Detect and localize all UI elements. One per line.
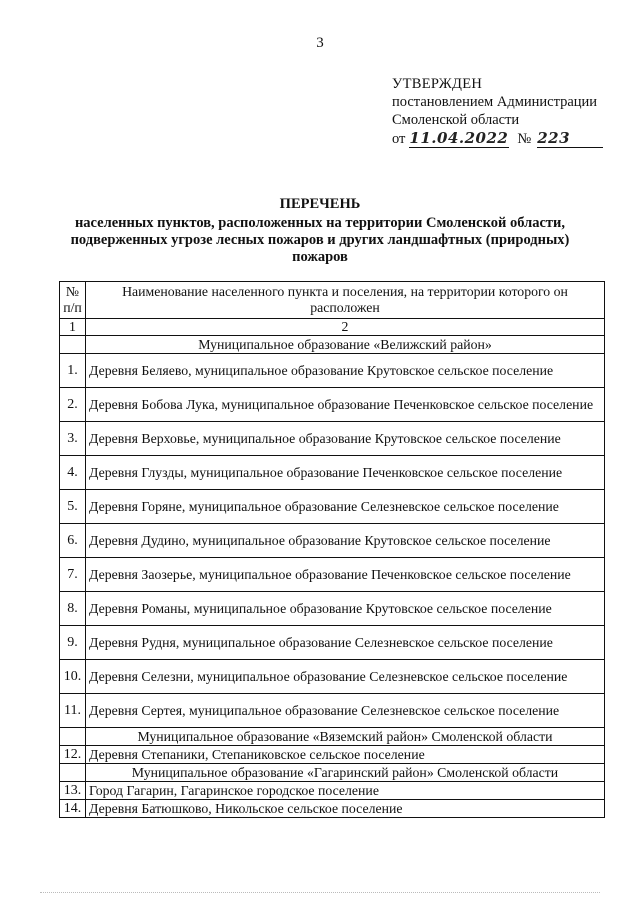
row-number: 1. [60,354,86,388]
approval-stamp [392,75,603,148]
approval-heading: УТВЕРЖДЕН [392,76,483,92]
header-num: № п/п [60,282,86,319]
region-row [60,728,605,746]
table-row [60,558,605,592]
column-number-1: 1 [60,319,86,336]
title-main: ПЕРЕЧЕНЬ [279,196,361,212]
settlement-name: Деревня Степаники, Степаниковское сельское поселение [86,746,605,764]
settlement-name: Деревня Заозерье, муниципальное образование Печенковское сельское поселение [86,558,605,592]
settlement-name: Деревня Беляево, муниципальное образование Крутовское сельское поселение [86,354,605,388]
header-name: Наименование населенного пункта и поселения, на территории которого он расположен [86,282,605,319]
settlement-name: Деревня Бобова Лука, муниципальное образование Печенковское сельское поселение [86,388,605,422]
title-line-3: пожаров [292,249,348,265]
table-row [60,782,605,800]
approval-date-number [392,129,603,148]
table-row [60,456,605,490]
row-number: 3. [60,422,86,456]
document-title [50,196,590,266]
settlement-name: Деревня Рудня, муниципальное образование Селезневское сельское поселение [86,626,605,660]
settlement-name: Деревня Верховье, муниципальное образование Крутовское сельское поселение [86,422,605,456]
row-number: 4. [60,456,86,490]
row-number: 9. [60,626,86,660]
table-row [60,800,605,818]
table-row [60,592,605,626]
scan-artifact-line [40,892,600,894]
settlement-name: Деревня Селезни, муниципальное образование Селезневское сельское поселение [86,660,605,694]
settlement-name: Деревня Сертея, муниципальное образование Селезневское сельское поселение [86,694,605,728]
table-row [60,490,605,524]
settlement-name: Деревня Горяне, муниципальное образование Селезневское сельское поселение [86,490,605,524]
title-line-2: подверженных угрозе лесных пожаров и других ландшафтных (природных) [70,232,570,248]
settlement-name: Деревня Дудино, муниципальное образование Крутовское сельское поселение [86,524,605,558]
row-number: 10. [60,660,86,694]
settlement-name: Город Гагарин, Гагаринское городское поселение [86,782,605,800]
table-row [60,626,605,660]
table-header-row [60,282,605,319]
row-number: 12. [60,746,86,764]
handwritten-number: 223 [537,129,603,148]
region-row [60,336,605,354]
row-number: 13. [60,782,86,800]
title-line-1: населенных пунктов, расположенных на территории Смоленской области, [74,215,566,231]
row-number: 7. [60,558,86,592]
table-row [60,660,605,694]
table-row [60,746,605,764]
settlement-name: Деревня Батюшково, Никольское сельское поселение [86,800,605,818]
region-name: Муниципальное образование «Вяземский район» Смоленской области [86,728,605,746]
row-number: 11. [60,694,86,728]
page-number: 3 [316,35,324,51]
column-numbers-row [60,319,605,336]
region-name: Муниципальное образование «Велижский район» [86,336,605,354]
region-num-cell [60,336,86,354]
table-row [60,422,605,456]
handwritten-date: 11.04.2022 [409,129,509,147]
settlement-name: Деревня Глузды, муниципальное образование Печенковское сельское поселение [86,456,605,490]
from-label: от [392,131,406,147]
region-name: Муниципальное образование «Гагаринский район» Смоленской области [86,764,605,782]
row-number: 14. [60,800,86,818]
column-number-2: 2 [86,319,605,336]
approval-line-1: постановлением Администрации [392,94,598,110]
region-row [60,764,605,782]
row-number: 6. [60,524,86,558]
table-row [60,694,605,728]
row-number: 2. [60,388,86,422]
row-number: 8. [60,592,86,626]
region-num-cell [60,728,86,746]
approval-line-2: Смоленской области [392,112,520,128]
row-number: 5. [60,490,86,524]
table-row [60,524,605,558]
table-row [60,388,605,422]
table-row [60,354,605,388]
number-label: № [517,131,532,147]
settlements-table [59,281,605,818]
region-num-cell [60,764,86,782]
settlement-name: Деревня Романы, муниципальное образование Крутовское сельское поселение [86,592,605,626]
